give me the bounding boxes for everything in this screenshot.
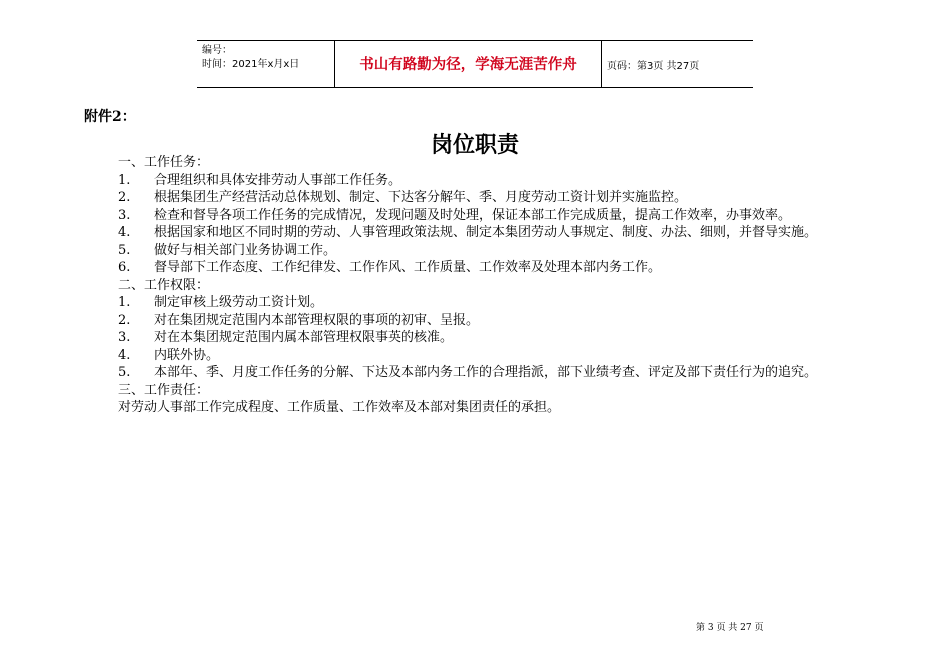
list-item-number: 3.	[118, 207, 131, 223]
header-page-label: 页码：第3页 共27页	[607, 61, 700, 72]
list-item-text: 根据集团生产经营活动总体规划、制定、下达客分解年、季、月度劳动工资计划并实施监控。	[154, 190, 688, 205]
list-item	[0, 312, 950, 330]
list-item-number: 2.	[118, 190, 131, 205]
attachment-label: 附件2：	[84, 109, 136, 125]
section-heading: 二、工作权限：	[118, 277, 210, 293]
list-item	[0, 189, 950, 207]
list-item	[0, 172, 950, 190]
doc-time-label: 时间：2021年x月x日	[202, 59, 300, 70]
list-item-number: 3.	[118, 330, 131, 345]
list-item	[0, 242, 950, 260]
list-item-number: 5.	[118, 365, 131, 380]
list-item-number: 1.	[118, 295, 131, 310]
list-item-number: 2.	[118, 312, 131, 328]
responsibility-text: 对劳动人事部工作完成程度、工作质量、工作效率及本部对集团责任的承担。	[118, 400, 561, 415]
list-item-text: 本部年、季、月度工作任务的分解、下达及本部内务工作的合理指派，部下业绩考查、评定及部下责任行为的追究。	[154, 365, 818, 380]
header-divider	[334, 41, 335, 87]
page-title: 岗位职责	[430, 133, 519, 158]
list-item	[0, 347, 950, 365]
header-meta	[202, 44, 299, 72]
page-header	[197, 40, 753, 88]
header-motto: 书山有路勤为径，学海无涯苦作舟	[359, 57, 577, 73]
list-item-number: 4.	[118, 225, 131, 240]
section-heading: 三、工作责任：	[118, 382, 210, 398]
list-item-text: 检查和督导各项工作任务的完成情况，发现问题及时处理，保证本部工作完成质量，提高工作效率，办事效率。	[154, 207, 792, 223]
list-item-text: 督导部下工作态度、工作纪律发、工作作风、工作质量、工作效率及处理本部内务工作。	[154, 260, 662, 275]
section-heading: 一、工作任务：	[118, 155, 210, 170]
list-item-text: 合理组织和具体安排劳动人事部工作任务。	[154, 172, 402, 188]
list-item-text: 内联外协。	[154, 347, 220, 363]
header-divider	[601, 41, 602, 87]
list-item	[0, 224, 950, 242]
document-body	[0, 154, 950, 417]
list-item-text: 对在集团规定范围内本部管理权限的事项的初审、呈报。	[154, 312, 480, 328]
list-item-text: 根据国家和地区不同时期的劳动、人事管理政策法规、制定本集团劳动人事规定、制度、办法、细则，并督导实施。	[154, 225, 818, 240]
list-item	[0, 259, 950, 277]
list-item-number: 5.	[118, 242, 131, 258]
list-item-number: 4.	[118, 347, 131, 363]
page-footer: 第 3 页 共 27 页	[696, 623, 764, 633]
list-item	[0, 207, 950, 225]
list-item-text: 对在本集团规定范围内属本部管理权限事英的核准。	[154, 330, 454, 345]
list-item-text: 制定审核上级劳动工资计划。	[154, 295, 324, 310]
list-item	[0, 294, 950, 312]
list-item-number: 1.	[118, 172, 131, 188]
doc-number-label: 编号：	[202, 45, 232, 56]
list-item	[0, 329, 950, 347]
list-item-text: 做好与相关部门业务协调工作。	[154, 242, 337, 258]
list-item-number: 6.	[118, 260, 131, 275]
list-item	[0, 364, 950, 382]
